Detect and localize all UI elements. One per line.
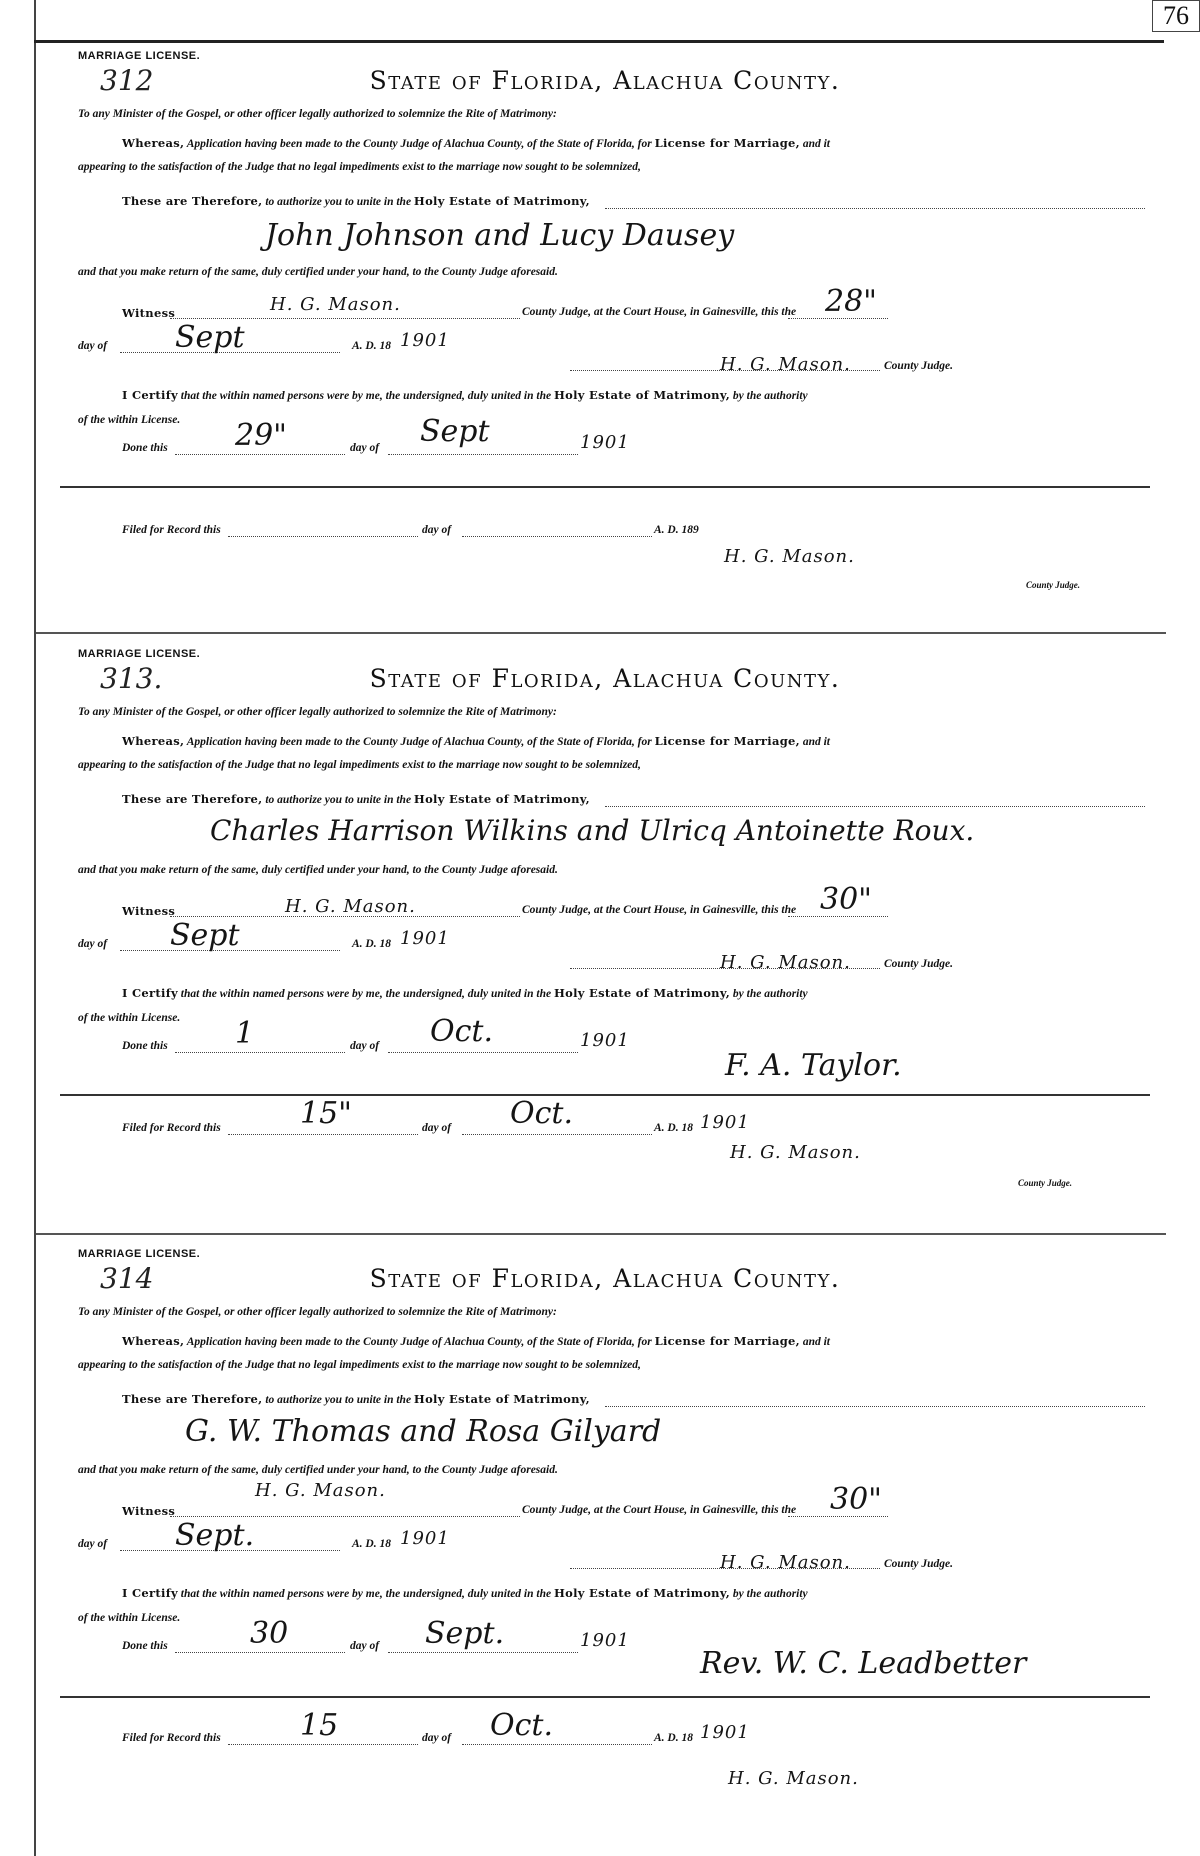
marriage-license-label: MARRIAGE LICENSE. <box>78 50 201 62</box>
filed-day: 15 <box>300 1708 339 1743</box>
issue-month: Sept <box>170 918 240 953</box>
certify-label: I Certify <box>122 986 178 1000</box>
done-day: 1 <box>235 1016 255 1051</box>
whereas-line <box>122 734 830 748</box>
filed-year: 1901 <box>700 1112 750 1133</box>
certify-line <box>122 986 808 1000</box>
and-it: and it <box>802 736 831 748</box>
license-number: 312 <box>100 64 154 97</box>
to-authorize: to authorize you to unite in the <box>265 1394 412 1406</box>
issue-year: 1901 <box>400 330 450 351</box>
signing-judge: H. G. Mason. <box>720 1552 851 1573</box>
filing-rule <box>60 486 1150 488</box>
filed-day-rule <box>228 1744 418 1745</box>
whereas-label: Whereas, <box>122 136 185 150</box>
signing-judge: H. G. Mason. <box>720 952 851 973</box>
filing-rule <box>60 1094 1150 1096</box>
done-day: 30 <box>250 1616 289 1651</box>
license-separator <box>36 632 1166 634</box>
by-authority: by the authority <box>732 1588 808 1600</box>
officiant-signature: F. A. Taylor. <box>725 1048 902 1083</box>
by-authority: by the authority <box>732 988 808 1000</box>
return-line: and that you make return of the same, duly certified under your hand, to the County Judge aforesaid. <box>78 266 558 278</box>
filed-month-rule <box>462 536 652 537</box>
done-day-of: day of <box>350 442 380 454</box>
issue-day: 30" <box>820 882 872 917</box>
done-day-of: day of <box>350 1640 380 1652</box>
county-judge-court: County Judge, at the Court House, in Gainesville, this the <box>522 904 797 916</box>
issue-year: 1901 <box>400 928 450 949</box>
filed-label: Filed for Record this <box>122 524 221 536</box>
issue-day: 28" <box>825 284 877 319</box>
witness-judge: H. G. Mason. <box>285 896 416 917</box>
these-are-label: These are Therefore, <box>122 1392 263 1406</box>
day-of-label: day of <box>78 340 108 352</box>
certify-holy-estate: Holy Estate of Matrimony, <box>553 1586 731 1600</box>
filing-judge: H. G. Mason. <box>730 1142 861 1163</box>
officiant-signature: Rev. W. C. Leadbetter <box>700 1646 1027 1681</box>
filed-month-rule <box>462 1134 652 1135</box>
certify-holy-estate: Holy Estate of Matrimony, <box>553 388 731 402</box>
filing-county-judge: County Judge. <box>1026 580 1081 590</box>
these-are-line <box>122 194 590 208</box>
appearing-line: appearing to the satisfaction of the Judge that no legal impediments exist to the marriage now sought to be solemnized, <box>78 161 641 173</box>
whereas-text: Application having been made to the County Judge of Alachua County, of the State of Florida, for <box>186 1336 652 1348</box>
return-line: and that you make return of the same, duly certified under your hand, to the County Judge aforesaid. <box>78 864 558 876</box>
holy-estate: Holy Estate of Matrimony, <box>413 792 590 806</box>
filed-day-rule <box>228 536 418 537</box>
license-number: 314 <box>100 1262 154 1295</box>
county-judge-label: County Judge. <box>884 958 954 970</box>
filed-month: Oct. <box>510 1096 573 1131</box>
to-authorize: to authorize you to unite in the <box>265 794 412 806</box>
appearing-line: appearing to the satisfaction of the Judge that no legal impediments exist to the marriage now sought to be solemnized, <box>78 759 641 771</box>
and-it: and it <box>802 1336 831 1348</box>
filing-county-judge: County Judge. <box>1018 1178 1073 1188</box>
these-are-line <box>122 792 590 806</box>
whereas-label: Whereas, <box>122 1334 185 1348</box>
done-day-rule <box>175 454 345 455</box>
witness-rule <box>170 1516 520 1517</box>
filed-ad: A. D. 18 <box>654 1732 693 1744</box>
whereas-line <box>122 1334 830 1348</box>
these-are-label: These are Therefore, <box>122 792 263 806</box>
done-this-label: Done this <box>122 442 168 454</box>
certify-text: that the within named persons were by me, the undersigned, duly united in the <box>180 988 552 1000</box>
left-margin-rule <box>34 0 36 1856</box>
filed-year: 1901 <box>700 1722 750 1743</box>
marriage-license-label: MARRIAGE LICENSE. <box>78 648 201 660</box>
witness-judge: H. G. Mason. <box>255 1480 386 1501</box>
license-314 <box>60 1246 1150 1846</box>
filed-month: Oct. <box>490 1708 553 1743</box>
issue-month: Sept. <box>175 1518 255 1553</box>
license-separator <box>36 1233 1166 1235</box>
witness-judge: H. G. Mason. <box>270 294 401 315</box>
certify-line <box>122 388 808 402</box>
certify-text: that the within named persons were by me, the undersigned, duly united in the <box>180 1588 552 1600</box>
filed-day: 15" <box>300 1096 352 1131</box>
license-for-marriage: License for Marriage, <box>654 1334 800 1348</box>
these-are-label: These are Therefore, <box>122 194 263 208</box>
certify-label: I Certify <box>122 1586 178 1600</box>
license-heading: State of Florida, Alachua County. <box>369 66 841 95</box>
filed-label: Filed for Record this <box>122 1122 221 1134</box>
county-judge-court: County Judge, at the Court House, in Gainesville, this the <box>522 306 797 318</box>
marriage-license-label: MARRIAGE LICENSE. <box>78 1248 201 1260</box>
return-line: and that you make return of the same, duly certified under your hand, to the County Judge aforesaid. <box>78 1464 558 1476</box>
witness-label: Witness <box>122 1504 176 1518</box>
done-day-rule <box>175 1652 345 1653</box>
license-number: 313. <box>100 662 163 695</box>
certify-text: that the within named persons were by me, the undersigned, duly united in the <box>180 390 552 402</box>
license-312 <box>60 48 1150 628</box>
appearing-line: appearing to the satisfaction of the Judge that no legal impediments exist to the marriage now sought to be solemnized, <box>78 1359 641 1371</box>
license-heading: State of Florida, Alachua County. <box>369 664 841 693</box>
done-this-label: Done this <box>122 1640 168 1652</box>
license-313 <box>60 646 1150 1226</box>
filed-label: Filed for Record this <box>122 1732 221 1744</box>
done-month: Sept <box>420 414 490 449</box>
whereas-label: Whereas, <box>122 734 185 748</box>
county-judge-court: County Judge, at the Court House, in Gainesville, this the <box>522 1504 797 1516</box>
filed-day-of: day of <box>422 524 452 536</box>
holy-estate: Holy Estate of Matrimony, <box>413 1392 590 1406</box>
ad-label: A. D. 18 <box>352 938 391 950</box>
filing-judge: H. G. Mason. <box>724 546 855 567</box>
signing-judge: H. G. Mason. <box>720 354 851 375</box>
done-month-rule <box>388 454 578 455</box>
issue-day: 30" <box>830 1482 882 1517</box>
filed-day-of: day of <box>422 1122 452 1134</box>
day-of-label: day of <box>78 938 108 950</box>
to-any-minister: To any Minister of the Gospel, or other officer legally authorized to solemnize the Rite of Matrimony: <box>78 108 557 120</box>
done-month: Oct. <box>430 1014 493 1049</box>
within-license: of the within License. <box>78 414 181 426</box>
witness-rule <box>170 318 520 319</box>
filed-ad: A. D. 18 <box>654 1122 693 1134</box>
filed-ad: A. D. 189 <box>654 524 699 536</box>
ad-label: A. D. 18 <box>352 1538 391 1550</box>
done-day-rule <box>175 1052 345 1053</box>
names-rule <box>605 806 1145 807</box>
couple-names: John Johnson and Lucy Dausey <box>265 218 735 253</box>
issue-year: 1901 <box>400 1528 450 1549</box>
filing-judge: H. G. Mason. <box>728 1768 859 1789</box>
issue-month: Sept <box>175 320 245 355</box>
couple-names: G. W. Thomas and Rosa Gilyard <box>185 1414 662 1449</box>
by-authority: by the authority <box>732 390 808 402</box>
license-for-marriage: License for Marriage, <box>654 136 800 150</box>
witness-label: Witness <box>122 306 176 320</box>
page-number: 76 <box>1152 0 1200 32</box>
done-month: Sept. <box>425 1616 505 1651</box>
whereas-line <box>122 136 830 150</box>
filed-month-rule <box>462 1744 652 1745</box>
certify-label: I Certify <box>122 388 178 402</box>
to-any-minister: To any Minister of the Gospel, or other officer legally authorized to solemnize the Rite of Matrimony: <box>78 1306 557 1318</box>
these-are-line <box>122 1392 590 1406</box>
whereas-text: Application having been made to the County Judge of Alachua County, of the State of Florida, for <box>186 736 652 748</box>
filed-day-rule <box>228 1134 418 1135</box>
certify-line <box>122 1586 808 1600</box>
done-year: 1901 <box>580 432 630 453</box>
within-license: of the within License. <box>78 1012 181 1024</box>
ad-label: A. D. 18 <box>352 340 391 352</box>
done-this-label: Done this <box>122 1040 168 1052</box>
license-heading: State of Florida, Alachua County. <box>369 1264 841 1293</box>
within-license: of the within License. <box>78 1612 181 1624</box>
top-rule <box>34 40 1164 43</box>
whereas-text: Application having been made to the County Judge of Alachua County, of the State of Florida, for <box>186 138 652 150</box>
county-judge-label: County Judge. <box>884 1558 954 1570</box>
filing-rule <box>60 1696 1150 1698</box>
done-year: 1901 <box>580 1630 630 1651</box>
to-any-minister: To any Minister of the Gospel, or other officer legally authorized to solemnize the Rite of Matrimony: <box>78 706 557 718</box>
names-rule <box>605 1406 1145 1407</box>
filed-day-of: day of <box>422 1732 452 1744</box>
couple-names: Charles Harrison Wilkins and Ulricq Antoinette Roux. <box>210 814 975 847</box>
done-day: 29" <box>235 418 287 453</box>
holy-estate: Holy Estate of Matrimony, <box>413 194 590 208</box>
and-it: and it <box>802 138 831 150</box>
to-authorize: to authorize you to unite in the <box>265 196 412 208</box>
witness-label: Witness <box>122 904 176 918</box>
county-judge-label: County Judge. <box>884 360 954 372</box>
certify-holy-estate: Holy Estate of Matrimony, <box>553 986 731 1000</box>
done-year: 1901 <box>580 1030 630 1051</box>
day-of-label: day of <box>78 1538 108 1550</box>
license-for-marriage: License for Marriage, <box>654 734 800 748</box>
done-month-rule <box>388 1052 578 1053</box>
done-day-of: day of <box>350 1040 380 1052</box>
done-month-rule <box>388 1652 578 1653</box>
names-rule <box>605 208 1145 209</box>
